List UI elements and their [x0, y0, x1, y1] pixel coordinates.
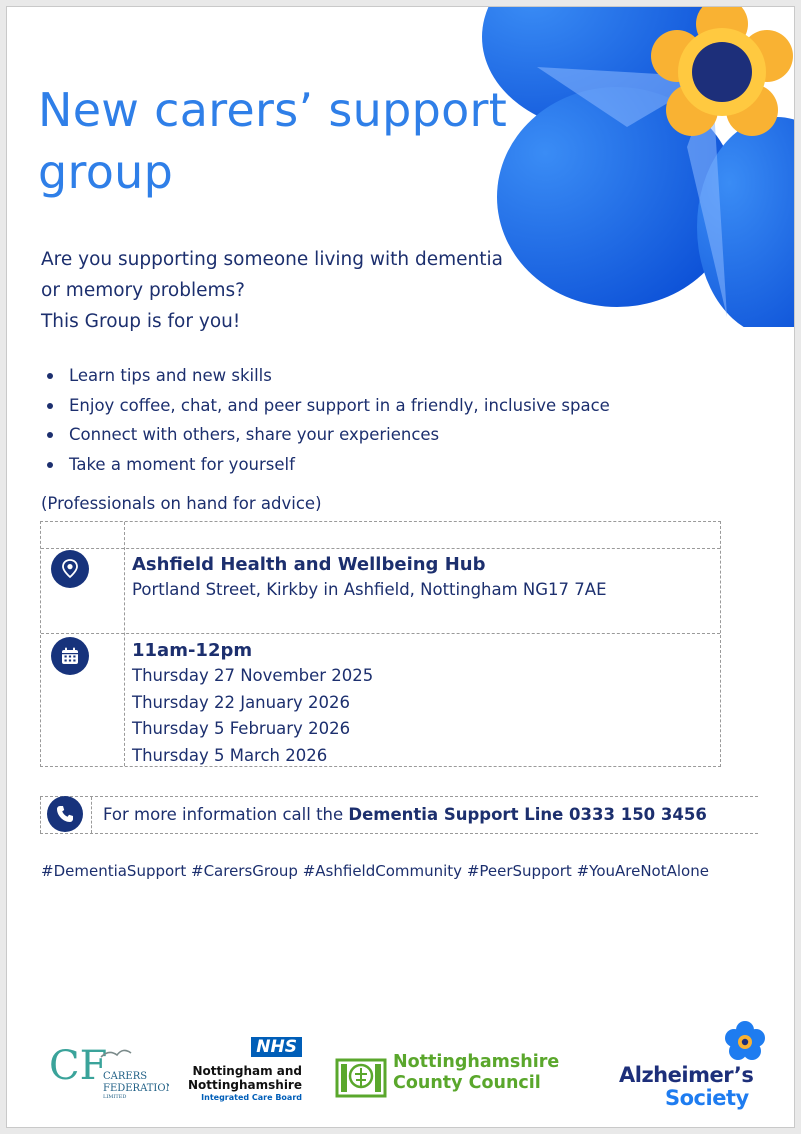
alz-line-2: Society [665, 1086, 749, 1110]
carers-federation-logo [49, 1037, 169, 1099]
title-line-1: New carers’ support [38, 83, 508, 137]
alzheimers-society-logo [619, 1020, 769, 1112]
calendar-icon [51, 637, 89, 675]
professionals-note: (Professionals on hand for advice) [41, 494, 322, 513]
schedule-cell [132, 639, 373, 769]
list-item: Connect with others, share your experiences [47, 420, 610, 450]
table-divider [41, 548, 720, 549]
list-item: Enjoy coffee, chat, and peer support in a friendly, inclusive space [47, 391, 610, 421]
session-date: Thursday 5 February 2026 [132, 719, 351, 738]
table-divider [41, 633, 720, 634]
hashtags: #DementiaSupport #CarersGroup #AshfieldCommunity #PeerSupport #YouAreNotAlone [41, 862, 709, 880]
nottinghamshire-county-council-logo [335, 1052, 600, 1102]
forget-me-not-logo-icon [723, 1020, 767, 1064]
session-date: Thursday 22 January 2026 [132, 692, 350, 712]
contact-text [103, 805, 707, 824]
contact-row [40, 796, 758, 834]
cf-mark: CF [49, 1043, 108, 1089]
ncc-crest-icon [335, 1054, 387, 1098]
flyer-page [6, 6, 795, 1128]
row-divider [91, 797, 92, 833]
cf-line-3: LIMITED [103, 1094, 127, 1099]
table-divider [124, 522, 125, 766]
session-date: Thursday 5 March 2026 [132, 745, 328, 765]
row-divider [40, 797, 41, 833]
ncc-line-2: County Council [393, 1073, 541, 1093]
ncc-line-1: Nottinghamshire [393, 1052, 560, 1072]
alz-line-1: Alzheimer’s [619, 1063, 754, 1087]
session-date: Thursday 27 November 2025 [132, 666, 374, 685]
contact-prefix: For more information call the [103, 805, 349, 824]
venue-name: Ashfield Health and Wellbeing Hub [132, 554, 486, 575]
cf-line-2: FEDERATION [103, 1083, 169, 1094]
page-title [38, 79, 558, 203]
intro-text [41, 244, 561, 337]
venue-address: Portland Street, Kirkby in Ashfield, Nottingham NG17 7AE [132, 580, 607, 599]
intro-line-2: or memory problems? [41, 280, 245, 301]
location-pin-icon [51, 550, 89, 588]
nhs-line-3: Integrated Care Board [201, 1093, 302, 1102]
cf-line-1: CARERS [103, 1071, 148, 1082]
intro-line-1: Are you supporting someone living with dementia [41, 249, 504, 270]
nhs-org-name [188, 1064, 302, 1092]
nhs-line-2: Nottinghamshire [187, 1078, 302, 1092]
event-details-table [40, 521, 721, 767]
list-item: Learn tips and new skills [47, 361, 610, 391]
phone-icon [47, 796, 83, 832]
intro-line-3: This Group is for you! [41, 311, 241, 332]
nhs-icb-logo [189, 1034, 304, 1104]
session-time: 11am-12pm [132, 640, 253, 661]
support-line-number: Dementia Support Line 0333 150 3456 [348, 805, 707, 824]
nhs-line-1: Nottingham and [192, 1064, 302, 1078]
venue-cell [132, 553, 607, 604]
list-item: Take a moment for yourself [47, 450, 610, 480]
nhs-badge: NHS [251, 1037, 302, 1057]
title-line-2: group [38, 145, 174, 199]
benefits-list [47, 361, 610, 479]
